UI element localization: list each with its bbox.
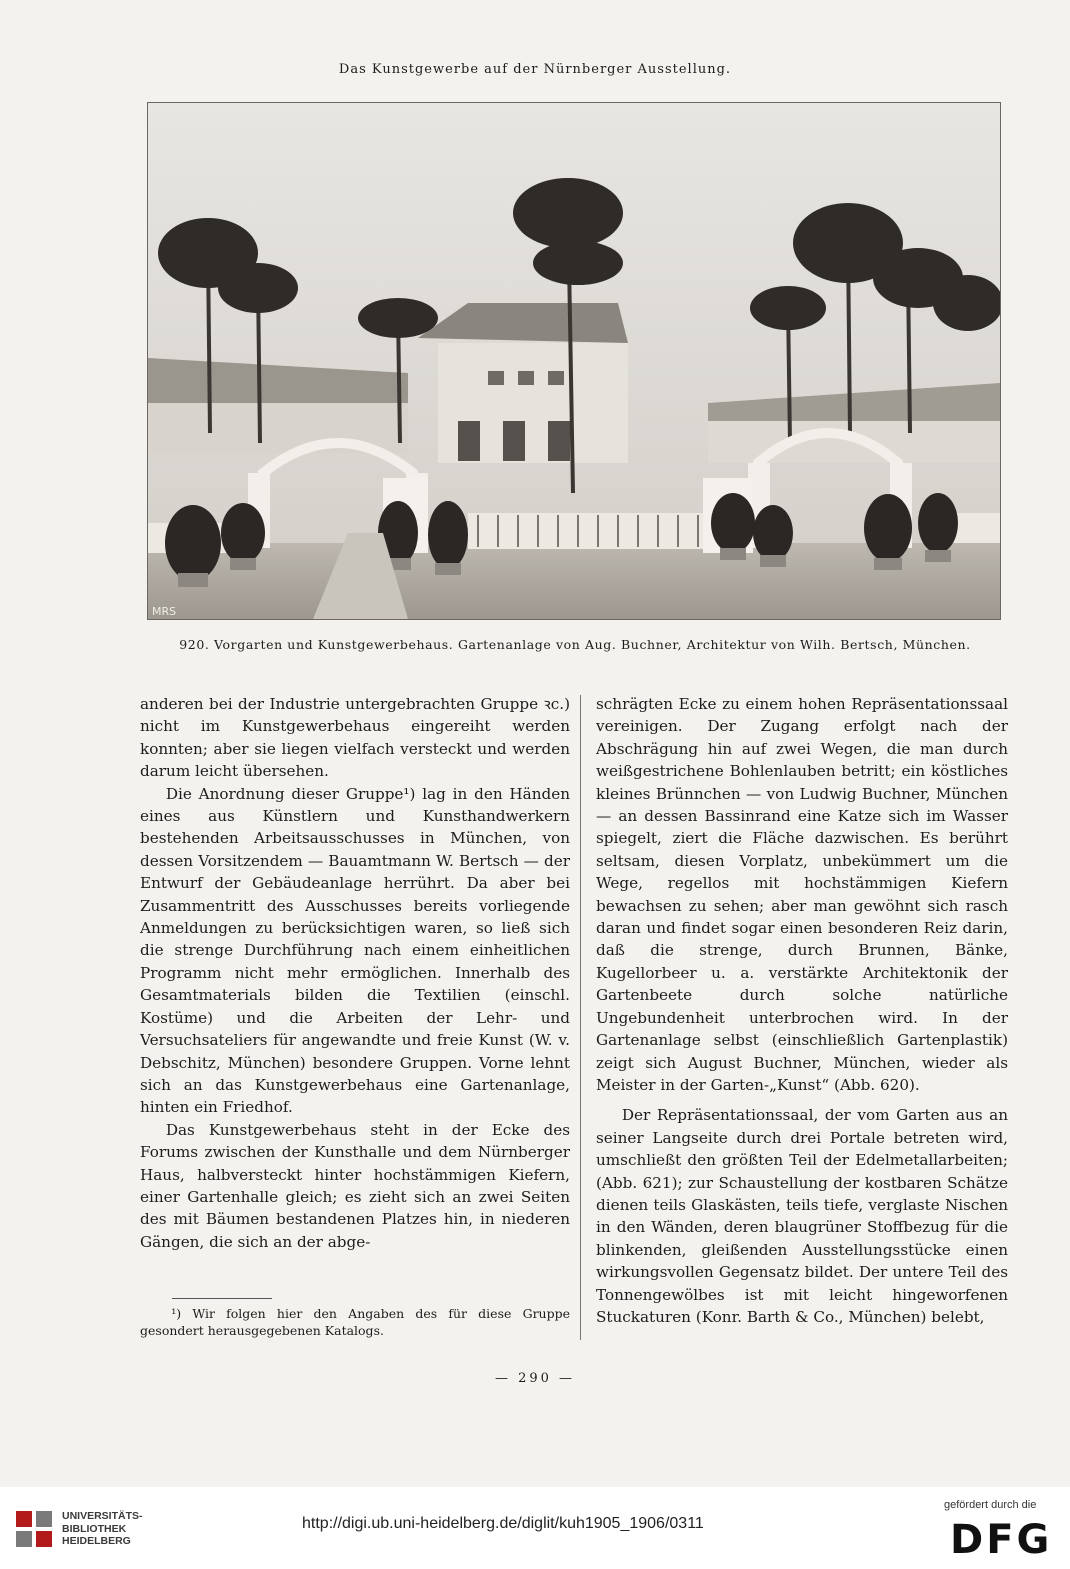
photo-monogram: MRS (152, 605, 177, 618)
university-library-logo-icon (14, 1509, 56, 1551)
column-divider (580, 695, 581, 1340)
left-paragraph-2: Die Anordnung dieser Gruppe¹) lag in den Händen eines aus Künstlern und Kunsthandwerkern bestehenden Arbeitsausschusses in München, von dessen Vorsitzendem — Bauamtmann W. Bertsch — der Entwurf der Gebäudeanlage herrührt. Da aber bei Zusammentritt des Ausschusses bereits vorliegende Anmeldungen zu berücksichtigen waren, so ließ sich die strenge Durchführung nach einem einheitlichen Programm nicht mehr ermöglichen. Innerhalb des Gesamtmaterials bilden die Textilien (einschl. Kostüme) und die Arbeiten der Lehr- und Versuchsateliers für angewandte und freie Kunst (W. v. Debschitz, München) besondere Gruppen. Vorne lehnt sich an das Kunstgewerbehaus eine Gartenanlage, hinten ein Friedhof. (140, 784, 570, 1117)
right-paragraph-1: schrägten Ecke zu einem hohen Repräsentationssaal vereinigen. Der Zugang erfolgt nach der Abschrägung hin auf zwei Wegen, die man durch weißgestrichene Bohlenlauben betritt; ein köstliches kleines Brünnchen — von Ludwig Buchner, München — an dessen Bassinrand eine Katze sich im Wasser spiegelt, ziert die Fläche dazwischen. Es berührt seltsam, diesen Vorplatz, unbekümmert um die Wege, regellos mit hochstämmigen Kiefern bewachsen zu sehen; aber man gewöhnt sich rasch daran und findet sogar einen besonderen Reiz darin, daß die strenge, durch Brunnen, Bänke, Kugellorbeer u. a. verstärkte Architektonik der Gartenbeete durch solche natürliche Ungebundenheit unterbrochen wird. In der Gartenanlage selbst (einschließlich Gartenplastik) zeigt sich August Buchner, München, wieder als Meister in der Garten-„Kunst“ (Abb. 620). (596, 695, 1008, 1094)
library-line-3: HEIDELBERG (62, 1535, 131, 1547)
right-paragraph-2: Der Repräsentationssaal, der vom Garten aus an seiner Langseite durch drei Portale betreten wird, umschließt den größten Teil der Edelmetallarbeiten; (Abb. 621); zur Schaustellung der kostbaren Schätze dienen teils Glaskästen, teils tiefe, verglaste Nischen in den Wänden, deren blaugrüner Stoffbezug für die blinkenden, gleißenden Ausstellungsstücke einen wirkungsvollen Gegensatz bildet. Der untere Teil des Tonnengewölbes ist mit leicht hingeworfenen Stuckaturen (Konr. Barth & Co., München) belebt, (596, 1106, 1008, 1326)
left-paragraph-3: Das Kunstgewerbehaus steht in der Ecke des Forums zwischen der Kunsthalle und dem Nürnberger Haus, halbversteckt hinter hochstämmigen Kiefern, einer Gartenhalle gleich; es zieht sich an zwei Seiten des mit Bäumen bestandenen Platzes hin, in niederen Gängen, die sich an der abge- (140, 1120, 570, 1251)
footnote-rule (172, 1298, 272, 1299)
source-url-link[interactable]: http://digi.ub.uni-heidelberg.de/diglit/kuh1905_1906/0311 (302, 1515, 704, 1532)
footnote-text: ¹) Wir folgen hier den Angaben des für diese Gruppe gesondert herausgegebenen Katalogs. (140, 1306, 570, 1338)
page-number: — 290 — (494, 1371, 576, 1386)
figure-caption: 920. Vorgarten und Kunstgewerbehaus. Gartenanlage von Aug. Buchner, Architektur von Wilh. Bertsch, München. (179, 637, 971, 652)
library-line-2: BIBLIOTHEK (62, 1522, 127, 1535)
digitization-footer (0, 1487, 1070, 1569)
garden-photograph (147, 102, 1001, 620)
right-column (596, 693, 1008, 1328)
footnote (140, 1305, 570, 1339)
left-column (140, 693, 570, 1253)
dfg-logo: DFG (950, 1517, 1053, 1563)
library-name (62, 1510, 143, 1548)
library-line-1: UNIVERSITÄTS- (62, 1510, 143, 1522)
left-paragraph-1: anderen bei der Industrie untergebrachten Gruppe ꝛc.) nicht im Kunstgewerbehaus eingereiht werden konnten; aber sie liegen vielfach versteckt und werden darum leicht übersehen. (140, 695, 570, 781)
funding-label: gefördert durch die (944, 1499, 1037, 1511)
running-header: Das Kunstgewerbe auf der Nürnberger Ausstellung. (338, 62, 732, 77)
